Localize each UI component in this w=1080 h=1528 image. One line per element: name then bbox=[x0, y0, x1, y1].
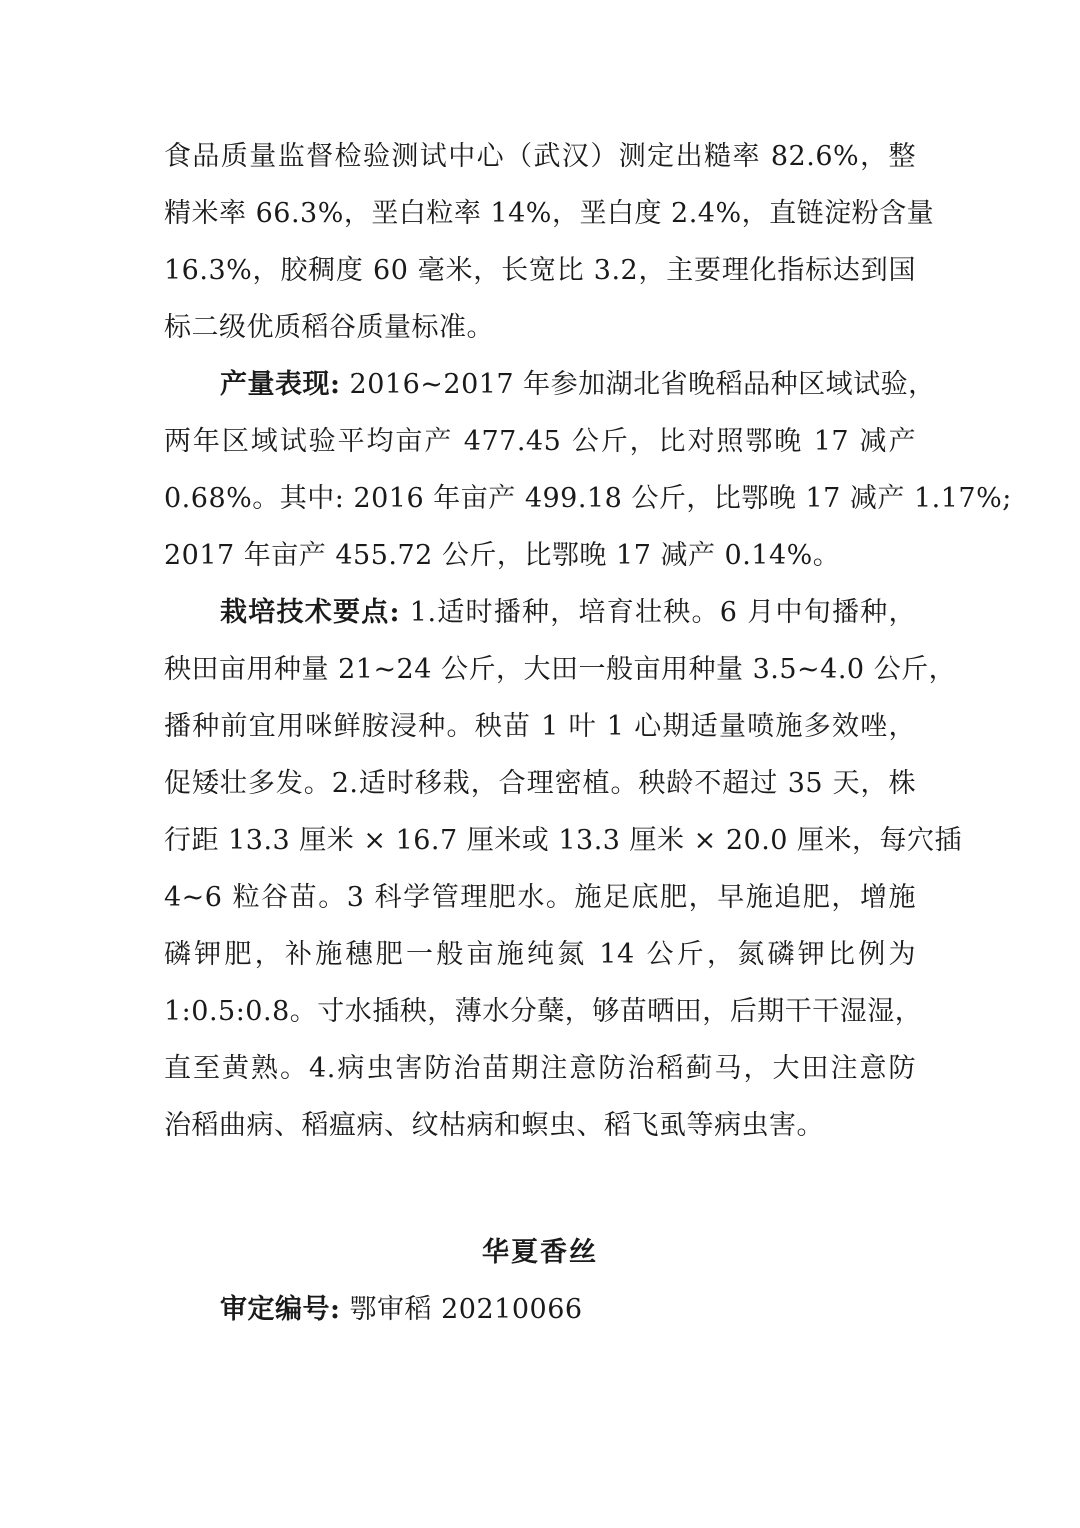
text-line: 食品质量监督检验测试中心（武汉）测定出糙率 82.6%，整 bbox=[164, 141, 916, 172]
text-line: 标二级优质稻谷质量标准。 bbox=[164, 312, 494, 343]
paragraph-first-line bbox=[164, 356, 936, 413]
text-line: 行距 13.3 厘米 × 16.7 厘米或 13.3 厘米 × 20.0 厘米，每穴插 bbox=[164, 825, 963, 856]
yield-heading: 产量表现: bbox=[220, 369, 341, 400]
text-line: 直至黄熟。4.病虫害防治苗期注意防治稻蓟马，大田注意防 bbox=[164, 1053, 916, 1084]
paragraph-first-line bbox=[164, 584, 916, 641]
text-line: 1:0.5:0.8。寸水插秧，薄水分蘖，够苗晒田，后期干干湿湿， bbox=[164, 996, 923, 1027]
document-page bbox=[164, 128, 1012, 1338]
text-line: 4~6 粒谷苗。3 科学管理肥水。施足底肥，早施追肥，增施 bbox=[164, 882, 916, 913]
section-spacer bbox=[164, 1154, 916, 1224]
text-line: 2017 年亩产 455.72 公斤，比鄂晚 17 减产 0.14%。 bbox=[164, 540, 841, 571]
text-line: 16.3%，胶稠度 60 毫米，长宽比 3.2，主要理化指标达到国 bbox=[164, 255, 916, 286]
text-line: 磷钾肥，补施穗肥一般亩施纯氮 14 公斤，氮磷钾比例为 bbox=[164, 939, 916, 970]
approval-label: 审定编号: bbox=[220, 1294, 341, 1325]
approval-value: 鄂审稻 20210066 bbox=[340, 1294, 583, 1325]
text-line: 精米率 66.3%，垩白粒率 14%，垩白度 2.4%，直链淀粉含量 bbox=[164, 198, 935, 229]
text-line: 两年区域试验平均亩产 477.45 公斤，比对照鄂晚 17 减产 bbox=[164, 426, 916, 457]
approval-line bbox=[164, 1281, 916, 1338]
quality-paragraph bbox=[164, 128, 935, 356]
text-span: 2016~2017 年参加湖北省晚稻品种区域试验， bbox=[340, 369, 936, 400]
text-span: 1.适时播种，培育壮秧。6 月中旬播种， bbox=[399, 597, 916, 628]
text-line: 治稻曲病、稻瘟病、纹枯病和螟虫、稻飞虱等病虫害。 bbox=[164, 1110, 824, 1141]
text-line: 秧田亩用种量 21~24 公斤，大田一般亩用种量 3.5~4.0 公斤， bbox=[164, 654, 957, 685]
text-line: 0.68%。其中: 2016 年亩产 499.18 公斤，比鄂晚 17 减产 1.17%; bbox=[164, 483, 1012, 514]
variety-title: 华夏香丝 bbox=[482, 1237, 598, 1268]
text-line: 播种前宜用咪鲜胺浸种。秧苗 1 叶 1 心期适量喷施多效唑， bbox=[164, 711, 916, 742]
yield-paragraph bbox=[164, 356, 1012, 584]
cultivation-heading: 栽培技术要点: bbox=[220, 597, 400, 628]
variety-section bbox=[164, 1224, 916, 1338]
cultivation-paragraph bbox=[164, 584, 963, 1154]
text-line: 促矮壮多发。2.适时移栽，合理密植。秧龄不超过 35 天，株 bbox=[164, 768, 916, 799]
